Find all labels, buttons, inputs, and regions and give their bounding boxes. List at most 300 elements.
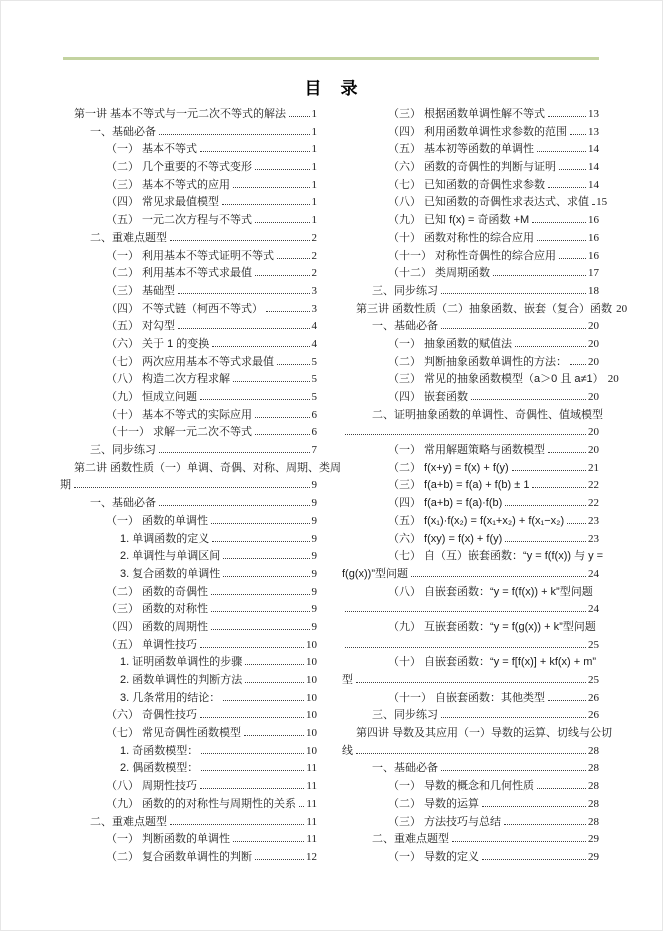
toc-entry-text: 第一讲 基本不等式与一元二次不等式的解法 xyxy=(74,108,287,120)
toc-entry-text: （九） 互嵌套函数：“y = f(g(x)) + k”型问题 xyxy=(388,620,596,633)
dotted-leader xyxy=(255,275,309,276)
toc-entry[interactable] xyxy=(342,230,599,248)
toc-entry[interactable] xyxy=(342,725,613,743)
page-number: 5 xyxy=(311,373,317,386)
dotted-leader xyxy=(299,806,304,807)
toc-entry-text: （六） f(xy) = f(x) + f(y) xyxy=(388,532,503,545)
toc-entry[interactable] xyxy=(60,389,317,407)
toc-entry-text: （七） 两次应用基本不等式求最值 xyxy=(106,355,275,368)
toc-entry[interactable] xyxy=(60,124,317,142)
toc-entry-text: （一） 导数的概念和几何性质 xyxy=(388,780,535,793)
toc-column-left xyxy=(60,106,342,867)
toc-entry[interactable] xyxy=(342,248,599,266)
toc-entry[interactable] xyxy=(342,354,599,372)
toc-entry-text: （四） 嵌套函数 xyxy=(388,391,469,403)
dotted-leader xyxy=(441,770,586,771)
toc-entry-text: 第三讲 函数性质（二）抽象函数、嵌套（复合）函数 xyxy=(356,302,613,315)
page-number: 11 xyxy=(306,797,317,810)
toc-entry[interactable] xyxy=(342,778,599,796)
toc-entry-text: （一） 利用基本不等式证明不等式 xyxy=(106,249,275,262)
toc-entry-text: 二、重难点题型 xyxy=(90,815,167,828)
page-number: 3 xyxy=(311,284,317,297)
toc-entry[interactable] xyxy=(342,796,599,814)
toc-entry-text: （三） 方法技巧与总结 xyxy=(388,815,502,828)
toc-entry-text: 第四讲 导数及其应用（一）导数的运算、切线与公切 xyxy=(356,727,613,740)
dotted-leader xyxy=(452,841,586,842)
toc-entry-text: （九） 已知 f(x) = 奇函数 +M xyxy=(388,214,530,227)
toc-entry[interactable] xyxy=(342,407,603,425)
page-number: 11 xyxy=(306,762,317,775)
dotted-leader xyxy=(548,700,586,701)
dotted-leader xyxy=(559,258,586,259)
dotted-leader xyxy=(277,258,309,259)
toc-entry[interactable] xyxy=(60,584,317,602)
page-title: 目 录 xyxy=(304,79,359,98)
toc-entry-text: （四） 常见求最值模型 xyxy=(106,196,220,209)
dotted-leader xyxy=(200,788,304,789)
toc-entry[interactable] xyxy=(342,531,599,549)
page-number: 21 xyxy=(588,461,599,474)
page-number: 25 xyxy=(588,638,599,651)
dotted-leader xyxy=(505,505,586,506)
page-number: 10 xyxy=(306,656,317,669)
page-number: 20 xyxy=(588,320,599,333)
page-number: 20 xyxy=(588,391,599,403)
dotted-leader xyxy=(570,364,586,365)
toc-entry-text: （四） 函数的周期性 xyxy=(106,620,209,633)
toc-entry-text: （八） 已知函数的奇偶性求表达式、求值 xyxy=(388,196,590,209)
toc-entry-text: （三） 基础型 xyxy=(106,284,176,297)
page-number: 10 xyxy=(306,727,317,740)
toc-entry[interactable] xyxy=(342,141,599,159)
dotted-leader xyxy=(548,116,586,117)
toc-entry-text: （一） 判断函数的单调性 xyxy=(106,833,231,846)
page-number: 1 xyxy=(311,161,317,174)
dotted-leader xyxy=(537,240,586,241)
page-number: 9 xyxy=(311,620,317,633)
page-number: 23 xyxy=(588,532,599,545)
toc-entry[interactable] xyxy=(60,318,317,336)
toc-entry[interactable] xyxy=(60,265,317,283)
page-number: 2 xyxy=(311,231,317,244)
toc-entry-text: （十） 函数对称性的综合应用 xyxy=(388,231,535,244)
toc-entry-text: 二、证明抽象函数的单调性、奇偶性、值域模型 xyxy=(372,408,603,421)
toc-entry-text: （十一） 对称性奇偶性的综合应用 xyxy=(388,249,557,262)
dotted-leader xyxy=(159,134,310,135)
page-number: 10 xyxy=(306,691,317,704)
page-number: 9 xyxy=(311,497,317,510)
page-number: 6 xyxy=(311,426,317,439)
toc-entry[interactable] xyxy=(60,778,317,796)
toc-entry[interactable] xyxy=(60,690,317,708)
page-number: 10 xyxy=(306,638,317,651)
toc-entry[interactable] xyxy=(60,725,317,743)
toc-entry-text: （十） 基本不等式的实际应用 xyxy=(106,408,253,421)
page-number: 20 xyxy=(616,302,628,315)
toc-entry[interactable] xyxy=(60,531,317,549)
page-number: 14 xyxy=(588,143,599,156)
toc-entry[interactable] xyxy=(60,194,317,212)
toc-entry-continuation[interactable] xyxy=(60,477,317,495)
page-number: 9 xyxy=(311,479,317,492)
page-number: 9 xyxy=(311,567,317,580)
page-number: 10 xyxy=(306,674,317,686)
toc-entry-text: （十二） 类周期函数 xyxy=(388,267,491,280)
dotted-leader xyxy=(255,169,309,170)
page-number: 4 xyxy=(311,337,317,350)
toc-entry[interactable] xyxy=(342,265,599,283)
toc-entry[interactable] xyxy=(60,177,317,195)
page-number: 6 xyxy=(311,408,317,421)
toc-entry[interactable] xyxy=(60,424,317,442)
toc-entry-text: 一、基础必备 xyxy=(372,320,438,333)
page-number: 18 xyxy=(588,284,599,297)
toc-entry[interactable] xyxy=(342,283,599,301)
dotted-leader xyxy=(345,647,586,648)
page-number: 16 xyxy=(588,214,599,227)
page-number: 17 xyxy=(588,267,599,280)
toc-entry-text: （三） f(a+b) = f(a) + f(b) ± 1 xyxy=(388,479,530,492)
toc-entry[interactable] xyxy=(60,442,317,460)
toc-entry[interactable] xyxy=(342,654,599,672)
dotted-leader xyxy=(222,204,309,205)
dotted-leader xyxy=(211,611,309,612)
dotted-leader xyxy=(266,311,309,312)
dotted-leader xyxy=(345,434,586,435)
page-number: 20 xyxy=(588,444,599,457)
toc-entry[interactable] xyxy=(60,619,317,637)
dotted-leader xyxy=(255,434,309,435)
dotted-leader xyxy=(255,222,309,223)
toc-entry-text: （二） 复合函数单调性的判断 xyxy=(106,850,253,863)
page-number: 28 xyxy=(588,797,599,810)
toc-entry[interactable] xyxy=(342,619,599,637)
toc-entry-text: 2. 偶函数模型： xyxy=(120,762,199,775)
dotted-leader xyxy=(245,664,304,665)
dotted-leader xyxy=(212,346,309,347)
toc-entry[interactable] xyxy=(60,796,317,814)
page-number: 1 xyxy=(311,196,317,209)
page-number: 20 xyxy=(588,337,599,350)
toc-entry[interactable] xyxy=(342,513,599,531)
toc-entry[interactable] xyxy=(60,495,317,513)
dotted-leader xyxy=(233,841,304,842)
dotted-leader xyxy=(211,629,309,630)
page-number: 16 xyxy=(588,249,599,262)
toc-entry-text: （二） f(x+y) = f(x) + f(y) xyxy=(388,461,509,474)
toc-entry-continuation[interactable] xyxy=(342,672,599,690)
dotted-leader xyxy=(548,452,586,453)
dotted-leader xyxy=(200,647,304,648)
toc-entry-text: 一、基础必备 xyxy=(90,125,156,138)
toc-entry-text: f(g(x))”型问题 xyxy=(342,567,408,580)
toc-entry-text: （一） 抽象函数的赋值法 xyxy=(388,337,513,350)
toc-entry[interactable] xyxy=(342,584,599,602)
toc-entry-text: 期 xyxy=(60,479,71,492)
toc-entry-text: （六） 关于 1 的变换 xyxy=(106,337,210,350)
toc-entry-text: 2. 函数单调性的判断方法 xyxy=(120,674,243,686)
page-number: 11 xyxy=(306,815,317,828)
toc-entry-text: （十） 自嵌套函数：“y = f[f(x)] + kf(x) + m” xyxy=(388,656,597,669)
toc-entry-text: （八） 周期性技巧 xyxy=(106,780,198,793)
page-number: 9 xyxy=(311,603,317,616)
toc-entry[interactable] xyxy=(342,336,599,354)
page-number: 4 xyxy=(311,320,317,333)
dotted-leader xyxy=(512,470,586,471)
page-number: 29 xyxy=(588,850,599,863)
page-number: 1 xyxy=(311,143,317,156)
toc-entry[interactable] xyxy=(342,389,599,407)
page-number: 5 xyxy=(311,391,317,403)
toc-entry[interactable] xyxy=(342,212,599,230)
page-number: 14 xyxy=(588,178,599,191)
dotted-leader xyxy=(537,151,586,152)
toc-entry[interactable] xyxy=(342,159,599,177)
page-number: 24 xyxy=(588,603,599,616)
page-number: 16 xyxy=(588,231,599,244)
toc-entry[interactable] xyxy=(342,194,608,212)
toc-entry-text: 第二讲 函数性质（一）单调、奇偶、对称、周期、类周 xyxy=(74,461,342,474)
page-number: 28 xyxy=(588,780,599,793)
dotted-leader xyxy=(537,788,586,789)
dotted-leader xyxy=(170,824,304,825)
toc-entry-text: （八） 自嵌套函数：“y = f(f(x)) + k”型问题 xyxy=(388,585,593,598)
dotted-leader xyxy=(201,753,304,754)
toc-entry[interactable] xyxy=(342,831,599,849)
toc-entry-text: （二） 导数的运算 xyxy=(388,797,480,810)
toc-entry[interactable] xyxy=(60,654,317,672)
dotted-leader xyxy=(570,134,586,135)
page-number: 23 xyxy=(588,514,599,527)
toc-entry-text: （六） 函数的奇偶性的判断与证明 xyxy=(388,161,557,174)
toc-entry[interactable] xyxy=(60,336,317,354)
toc-entry[interactable] xyxy=(342,477,599,495)
toc-entry-continuation[interactable] xyxy=(342,637,599,655)
dotted-leader xyxy=(441,328,586,329)
toc-entry-continuation[interactable] xyxy=(342,743,599,761)
toc-entry[interactable] xyxy=(60,548,317,566)
toc-entry[interactable] xyxy=(60,106,317,124)
toc-entry-text: （二） 几个重要的不等式变形 xyxy=(106,161,253,174)
page-number: 9 xyxy=(311,585,317,598)
toc-entry[interactable] xyxy=(342,707,599,725)
page-number: 2 xyxy=(311,249,317,262)
toc-entry[interactable] xyxy=(342,495,599,513)
dotted-leader xyxy=(255,417,309,418)
dotted-leader xyxy=(255,859,304,860)
page-number: 9 xyxy=(311,550,317,563)
toc-entry[interactable] xyxy=(60,601,317,619)
dotted-leader xyxy=(411,576,586,577)
page-number: 1 xyxy=(311,214,317,227)
toc-entry-text: （二） 利用基本不等式求最值 xyxy=(106,267,253,280)
dotted-leader xyxy=(223,576,309,577)
dotted-leader xyxy=(223,558,309,559)
toc-entry-text: 1. 证明函数单调性的步骤 xyxy=(120,656,243,669)
dotted-leader xyxy=(211,523,309,524)
toc-entry[interactable] xyxy=(60,141,317,159)
page-number: 22 xyxy=(588,497,599,510)
toc-entry-text: 1. 奇函数模型： xyxy=(120,744,199,757)
toc-entry-text: （三） 根据函数单调性解不等式 xyxy=(388,108,546,120)
toc-entry[interactable] xyxy=(60,637,317,655)
dotted-leader xyxy=(233,381,309,382)
toc-entry[interactable] xyxy=(60,849,317,867)
toc-entry[interactable] xyxy=(60,672,317,690)
toc-entry[interactable] xyxy=(60,460,342,478)
toc-entry-text: （一） 函数的单调性 xyxy=(106,514,209,527)
dotted-leader xyxy=(532,487,586,488)
toc-entry[interactable] xyxy=(60,371,317,389)
dotted-leader xyxy=(441,717,586,718)
dotted-leader xyxy=(493,275,586,276)
toc-entry-text: （五） 单调性技巧 xyxy=(106,638,198,651)
toc-entry[interactable] xyxy=(60,301,317,319)
toc-column-right xyxy=(342,106,628,867)
dotted-leader xyxy=(356,682,586,683)
toc-entry-text: （一） 基本不等式 xyxy=(106,143,198,156)
toc-entry-text: 一、基础必备 xyxy=(90,497,156,510)
dotted-leader xyxy=(567,523,586,524)
toc-entry[interactable] xyxy=(342,442,599,460)
page-number: 2 xyxy=(311,267,317,280)
toc-entry[interactable] xyxy=(342,177,599,195)
toc-entry[interactable] xyxy=(60,159,317,177)
toc-entry-text: 三、同步练习 xyxy=(372,709,438,722)
toc-entry-text: （七） 自（互）嵌套函数：“y = f(f(x)) 与 y = xyxy=(388,550,604,563)
toc-entry-text: （一） 导数的定义 xyxy=(388,850,480,863)
page-number: 28 xyxy=(588,744,599,757)
page-number: 13 xyxy=(588,108,599,120)
toc-entry-text: （九） 函数的的对称性与周期性的关系 xyxy=(106,797,297,810)
toc-entry-text: （三） 函数的对称性 xyxy=(106,603,209,616)
toc-entry[interactable] xyxy=(60,513,317,531)
dotted-leader xyxy=(345,611,586,612)
toc-entry[interactable] xyxy=(60,230,317,248)
page-number: 11 xyxy=(306,780,317,793)
header-rule xyxy=(63,57,599,60)
dotted-leader xyxy=(515,346,586,347)
page-number: 7 xyxy=(311,444,317,457)
toc-entry-text: 一、基础必备 xyxy=(372,762,438,775)
toc-entry-text: 型 xyxy=(342,674,353,686)
dotted-leader xyxy=(471,399,586,400)
toc-entry-text: （十一） 求解一元二次不等式 xyxy=(106,426,253,439)
dotted-leader xyxy=(482,806,586,807)
page-number: 1 xyxy=(311,178,317,191)
toc-entry[interactable] xyxy=(342,814,599,832)
dotted-leader xyxy=(532,222,586,223)
dotted-leader xyxy=(559,169,586,170)
toc-entry-continuation[interactable] xyxy=(342,601,599,619)
dotted-leader xyxy=(356,753,586,754)
page-number: 29 xyxy=(588,833,599,846)
dotted-leader xyxy=(201,770,304,771)
toc-entry-text: 三、同步练习 xyxy=(372,284,438,297)
toc-entry-continuation[interactable] xyxy=(342,424,599,442)
toc-entry[interactable] xyxy=(60,212,317,230)
dotted-leader xyxy=(504,824,586,825)
page-number: 24 xyxy=(588,567,599,580)
toc-entry[interactable] xyxy=(60,354,317,372)
toc-entry-text: （四） 不等式链（柯西不等式） xyxy=(106,302,264,315)
toc-entry-text: （四） f(a+b) = f(a)·f(b) xyxy=(388,497,503,510)
toc-entry[interactable] xyxy=(60,743,317,761)
toc-entry[interactable] xyxy=(342,106,599,124)
toc-entry-text: （一） 常用解题策略与函数模型 xyxy=(388,444,546,457)
dotted-leader xyxy=(170,240,310,241)
page-number: 13 xyxy=(588,125,599,138)
toc-entry[interactable] xyxy=(60,248,317,266)
toc-entry[interactable] xyxy=(60,831,317,849)
dotted-leader xyxy=(212,541,309,542)
toc-entry[interactable] xyxy=(60,283,317,301)
toc-entry[interactable] xyxy=(342,690,599,708)
toc-entry[interactable] xyxy=(342,371,619,389)
toc-entry-text: 二、重难点题型 xyxy=(372,833,449,846)
toc-entry-text: （七） 常见奇偶性函数模型 xyxy=(106,727,242,740)
dotted-leader xyxy=(178,293,309,294)
toc-entry-text: 二、重难点题型 xyxy=(90,231,167,244)
toc-entry[interactable] xyxy=(342,318,599,336)
toc-entry-text: （八） 构造二次方程求解 xyxy=(106,373,231,386)
toc-entry-text: （六） 奇偶性技巧 xyxy=(106,709,198,722)
page-number: 20 xyxy=(588,355,599,368)
page-number: 1 xyxy=(311,108,317,120)
page-number: 11 xyxy=(306,833,317,846)
toc-entry[interactable] xyxy=(60,407,317,425)
dotted-leader xyxy=(74,487,310,488)
toc-entry[interactable] xyxy=(60,566,317,584)
dotted-leader xyxy=(441,293,586,294)
toc-entry-text: （二） 函数的奇偶性 xyxy=(106,585,209,598)
page-number: 9 xyxy=(311,532,317,545)
dotted-leader xyxy=(159,505,310,506)
toc-entry-text: （十一） 自嵌套函数：其他类型 xyxy=(388,691,546,704)
toc-entry-text: （五） 对勾型 xyxy=(106,320,176,333)
toc-entry-text: （九） 恒成立问题 xyxy=(106,391,198,403)
dotted-leader xyxy=(277,364,309,365)
page-number: 15 xyxy=(596,196,608,209)
toc-entry[interactable] xyxy=(342,849,599,867)
page-number: 10 xyxy=(306,744,317,757)
toc-entry-continuation[interactable] xyxy=(342,566,599,584)
toc-entry[interactable] xyxy=(342,301,628,319)
dotted-leader xyxy=(245,682,304,683)
dotted-leader xyxy=(200,151,309,152)
toc-entry-text: （七） 已知函数的奇偶性求参数 xyxy=(388,178,546,191)
toc-entry-text: （二） 判断抽象函数单调性的方法： xyxy=(388,355,568,368)
toc-entry-text: 1. 单调函数的定义 xyxy=(120,532,210,545)
dotted-leader xyxy=(289,116,309,117)
toc-entry[interactable] xyxy=(342,548,604,566)
page-number: 26 xyxy=(588,709,599,722)
page-number: 22 xyxy=(588,479,599,492)
toc-entry[interactable] xyxy=(60,760,317,778)
dotted-leader xyxy=(200,717,304,718)
toc-entry[interactable] xyxy=(342,460,599,478)
toc-entry[interactable] xyxy=(60,707,317,725)
page-number: 12 xyxy=(306,850,317,863)
toc-entry-text: （三） 基本不等式的应用 xyxy=(106,178,231,191)
page-number: 26 xyxy=(588,691,599,704)
toc-entry-text: （三） 常见的抽象函数模型（a＞0 且 a≠1） xyxy=(388,373,604,386)
toc-entry-text: （四） 利用函数单调性求参数的范围 xyxy=(388,125,568,138)
dotted-leader xyxy=(505,541,586,542)
toc-entry[interactable] xyxy=(342,124,599,142)
toc-entry[interactable] xyxy=(342,760,599,778)
toc-entry[interactable] xyxy=(60,814,317,832)
